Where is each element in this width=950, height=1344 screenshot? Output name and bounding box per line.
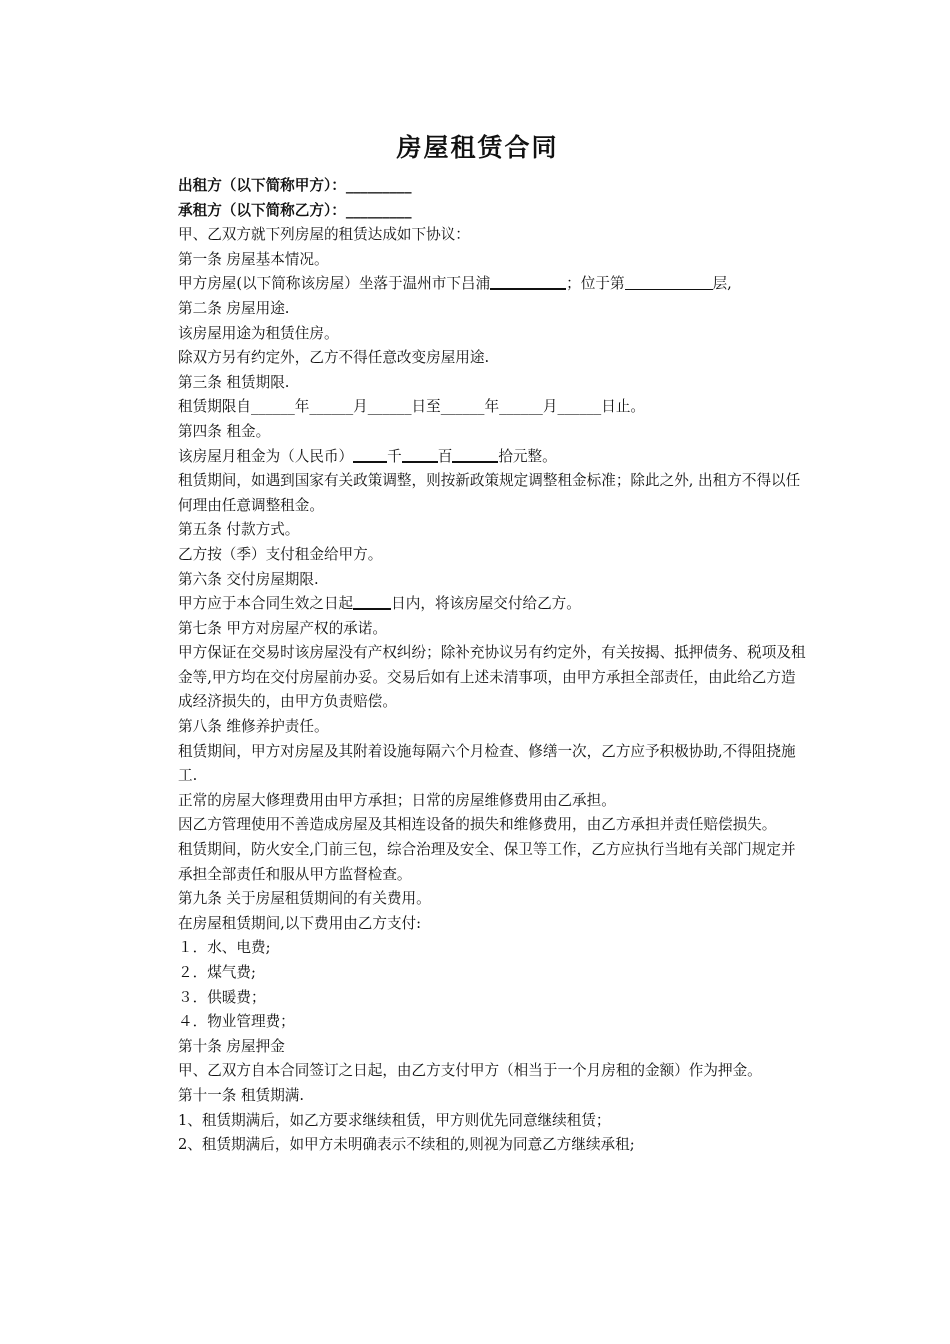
address-blank [490,273,566,290]
article-8-p1: 租赁期间，甲方对房屋及其附着设施每隔六个月检查、修缮一次，乙方应予积极协助,不得阻挠施工. [178,742,796,785]
article-3-heading: 第三条 租赁期限. [178,373,290,391]
article-2-p2: 除双方另有约定外，乙方不得任意改变房屋用途. [178,349,490,367]
article-6-text: 甲方应于本合同生效之日起 日内，将该房屋交付给乙方。 [178,595,581,613]
article-8-p2: 正常的房屋大修理费用由甲方承担；日常的房屋维修费用由乙承担。 [178,791,616,809]
contract-page [145,128,810,1158]
article-8-p4: 租赁期间，防火安全,门前三包，综合治理及安全、保卫等工作，乙方应执行当地有关部门规定并承担全部责任和服从甲方监督检查。 [178,841,796,883]
article-9-heading: 第九条 关于房屋租赁期间的有关费用。 [178,890,431,908]
article-5-text: 乙方按（季）支付租金给甲方。 [178,545,383,563]
list-item: ３．供暖费； [178,988,266,1006]
document-title: 房屋租赁合同 [396,133,559,162]
article-3-text: 租赁期限自______年______月______日至______年______月______日止。 [178,398,646,416]
article-10-heading: 第十条 房屋押金 [178,1037,285,1055]
article-8-heading: 第八条 维修养护责任。 [178,718,329,736]
article-8-p3: 因乙方管理使用不善造成房屋及其相连设备的损失和维修费用，由乙方承担并责任赔偿损失。 [178,816,777,834]
intro-paragraph: 甲、乙双方就下列房屋的租赁达成如下协议： [178,226,470,244]
floor-blank [625,274,713,290]
list-item: 1、租赁期满后，如乙方要求继续租赁，甲方则优先同意继续租赁； [178,1111,611,1129]
rent-thousands-blank [353,446,387,463]
article-6-heading: 第六条 交付房屋期限. [178,570,319,588]
rent-tens-blank [452,446,498,463]
lessee-line: 承租方（以下简称乙方）：_________ [178,201,412,219]
list-item: 2、租赁期满后，如甲方未明确表示不续租的,则视为同意乙方继续承租; [178,1136,635,1154]
article-9-intro: 在房屋租赁期间,以下费用由乙方支付: [178,914,422,932]
list-item: ４．物业管理费； [178,1013,295,1031]
rent-hundreds-blank [402,446,438,463]
article-5-heading: 第五条 付款方式。 [178,521,300,539]
article-7-text: 甲方保证在交易时该房屋没有产权纠纷；除补充协议另有约定外，有关按揭、抵押债务、税项及租金等,甲方均在交付房屋前办妥。交易后如有上述未清事项，由甲方承担全部责任，由此给乙方造成经济损失的，由甲方负责赔偿。 [178,644,806,711]
article-4-rent: 该房屋月租金为（人民币） 千 百 拾元整。 [178,447,557,465]
article-7-heading: 第七条 甲方对房屋产权的承诺。 [178,619,387,637]
lessor-line: 出租方（以下简称甲方）：_________ [178,177,412,194]
article-2-heading: 第二条 房屋用途. [178,299,290,317]
article-4-heading: 第四条 租金。 [178,422,271,440]
article-10-text: 甲、乙双方自本合同签订之日起，由乙方支付甲方（相当于一个月房租的金额）作为押金。 [178,1062,762,1080]
list-item: １．水、电费; [178,939,271,957]
article-2-p1: 该房屋用途为租赁住房。 [178,324,339,342]
article-1-heading: 第一条 房屋基本情况。 [178,250,329,268]
delivery-days-blank [353,593,391,610]
article-1-location: 甲方房屋(以下简称该房屋）坐落于温州市下吕浦 ；位于第 层, [178,275,732,293]
article-11-heading: 第十一条 租赁期满. [178,1086,305,1104]
list-item: ２．煤气费; [178,964,256,981]
article-4-adjust: 租赁期间，如遇到国家有关政策调整，则按新政策规定调整租金标准；除此之外, 出租方不得以任何理由任意调整租金。 [178,472,801,514]
